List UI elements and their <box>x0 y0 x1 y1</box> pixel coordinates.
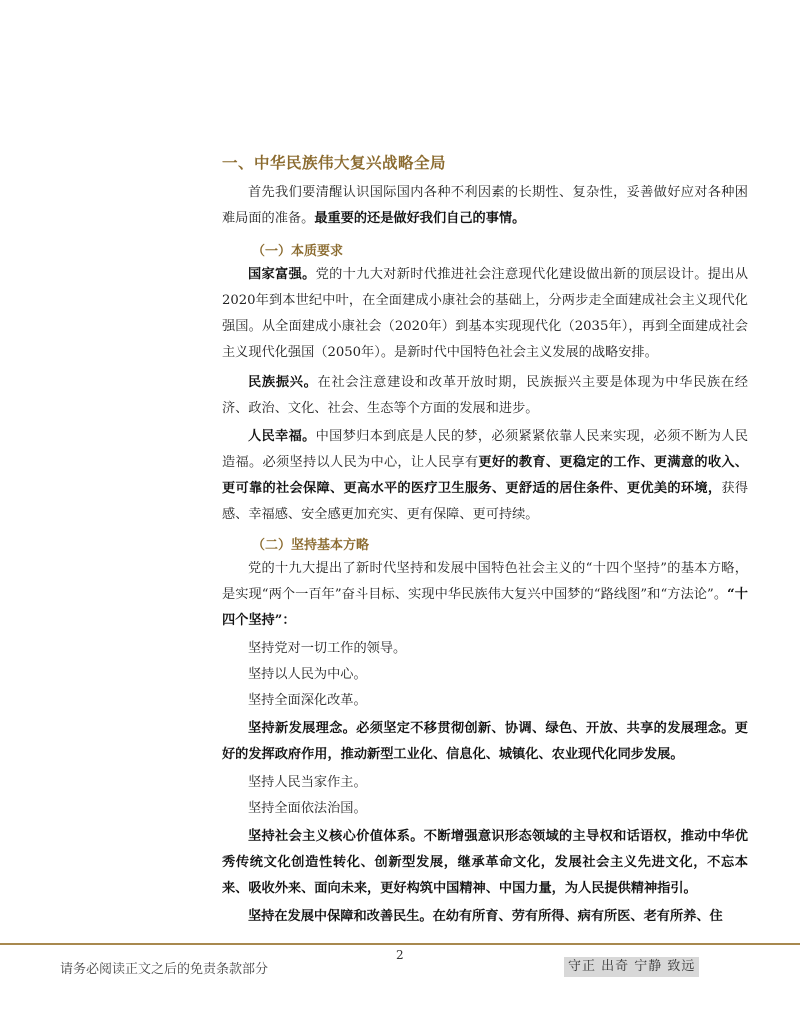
list-item: 坚持全面依法治国。 <box>248 801 367 816</box>
paragraph-national-prosperity <box>222 262 748 366</box>
list-item-livelihood: 坚持在发展中保障和改善民生。在幼有所育、劳有所得、病有所医、老有所养、住 <box>248 909 723 924</box>
intro-paragraph <box>222 180 748 232</box>
text-people-happiness-2: 获得感、幸福感、安全感更加充实、更有保障、更可持续。 <box>222 481 749 522</box>
disclaimer-text: 请务必阅读正文之后的免责条款部分 <box>60 962 269 977</box>
paragraph-people-happiness <box>222 424 748 528</box>
text-basic-strategy: 党的十九大提出了新时代坚持和发展中国特色社会主义的“十四个坚持”的基本方略，是实现“两个一百年”奋斗目标、实现中华民族伟大复兴中国梦的“路线图”和“方法论”。 <box>222 561 748 602</box>
subsection-heading-2: （二）坚持基本方略 <box>252 538 370 553</box>
intro-bold-text: 最重要的还是做好我们自己的事情。 <box>314 211 526 226</box>
list-item: 坚持全面深化改革。 <box>248 693 367 708</box>
term-national-rejuvenation: 民族振兴。 <box>248 375 318 390</box>
list-item: 坚持以人民为中心。 <box>248 667 367 682</box>
footer-divider <box>0 943 800 945</box>
list-item-core-values: 坚持社会主义核心价值体系。不断增强意识形态领域的主导权和话语权，推动中华优秀传统文化创造性转化、创新型发展，继承革命文化，发展社会主义先进文化，不忘本来、吸收外来、面向未来，更好构筑中国精神、中国力量，为人民提供精神指引。 <box>222 829 748 896</box>
text-national-rejuvenation: 在社会注意建设和改革开放时期，民族振兴主要是体现为中华民族在经济、政治、文化、社会、生态等个方面的发展和进步。 <box>222 375 748 416</box>
subsection-heading-1: （一）本质要求 <box>252 244 344 259</box>
bold-fourteen-adherences: “十四个坚持”： <box>222 587 748 628</box>
term-people-happiness: 人民幸福。 <box>248 429 316 444</box>
footer-slogan: 守正 出奇 宁静 致远 <box>564 957 699 977</box>
page-number: 2 <box>396 948 404 962</box>
section-heading: 一、中华民族伟大复兴战略全局 <box>222 154 447 172</box>
list-item: 坚持人民当家作主。 <box>248 775 367 790</box>
intro-text: 首先我们要清醒认识国际国内各种不利因素的长期性、复杂性，妥善做好应对各种困难局面的准备。 <box>222 185 748 226</box>
text-national-prosperity: 党的十九大对新时代推进社会注意现代化建设做出新的顶层设计。提出从2020年到本世纪中叶，在全面建成小康社会的基础上，分两步走全面建成社会主义现代化强国。从全面建成小康社会（2020年）到基本实现现代化（2035年），再到全面建成社会主义现代化强国（2050年）。是新时代中国特色社会主义发展的战略安排。 <box>222 267 749 360</box>
text-people-happiness-1: 中国梦归本到底是人民的梦，必须紧紧依靠人民来实现，必须不断为人民造福。必须坚持以人民为中心，让人民享有 <box>222 429 749 470</box>
list-item: 坚持党对一切工作的领导。 <box>248 641 407 656</box>
paragraph-national-rejuvenation <box>222 370 748 422</box>
list-item-new-development: 坚持新发展理念。必须坚定不移贯彻创新、协调、绿色、开放、共享的发展理念。更好的发挥政府作用，推动新型工业化、信息化、城镇化、农业现代化同步发展。 <box>222 721 748 762</box>
term-national-prosperity: 国家富强。 <box>248 267 316 282</box>
paragraph-basic-strategy <box>222 556 748 634</box>
bold-people-happiness: 更好的教育、更稳定的工作、更满意的收入、更可靠的社会保障、更高水平的医疗卫生服务、更舒适的居住条件、更优美的环境， <box>222 455 748 496</box>
